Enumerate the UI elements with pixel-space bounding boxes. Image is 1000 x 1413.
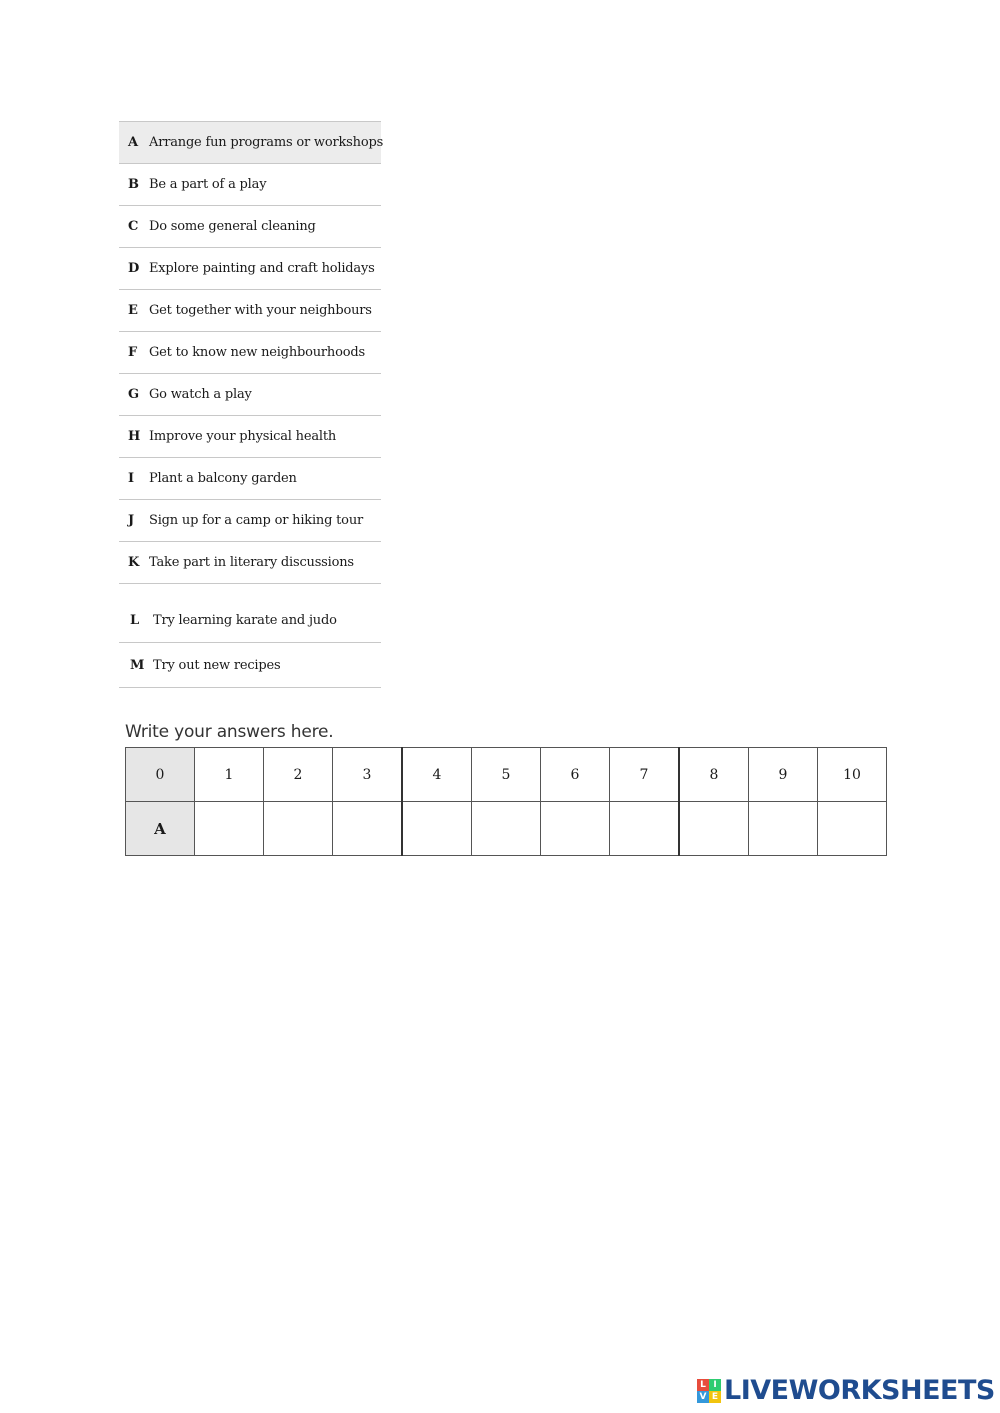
option-letter: E [128, 303, 138, 318]
question-number-4: 4 [402, 748, 472, 802]
answer-box-2[interactable] [264, 802, 333, 856]
answer-grid-numbers-row [126, 748, 887, 802]
question-number-9: 9 [749, 748, 818, 802]
option-l [119, 584, 381, 643]
question-number-2: 2 [264, 748, 333, 802]
options-list [119, 121, 384, 688]
option-text: Plant a balcony garden [149, 471, 297, 486]
option-letter: G [128, 387, 139, 402]
option-text: Arrange fun programs or workshops [149, 135, 384, 150]
answer-box-3[interactable] [333, 802, 403, 856]
option-text: Be a part of a play [149, 177, 267, 192]
option-j [119, 500, 381, 542]
question-number-7: 7 [610, 748, 680, 802]
option-b [119, 164, 381, 206]
option-e [119, 290, 381, 332]
option-letter: F [128, 345, 138, 360]
option-text: Sign up for a camp or hiking tour [149, 513, 364, 528]
option-letter: C [128, 219, 139, 234]
answer-box-6[interactable] [541, 802, 610, 856]
option-a [119, 122, 384, 164]
question-number-10: 10 [818, 748, 887, 802]
answer-box-7[interactable] [610, 802, 680, 856]
question-number-6: 6 [541, 748, 610, 802]
answer-box-10[interactable] [818, 802, 887, 856]
question-number-1: 1 [195, 748, 264, 802]
logo-mark-letter: E [709, 1391, 721, 1403]
option-letter: M [130, 657, 145, 673]
option-text: Try out new recipes [153, 657, 281, 673]
option-letter: B [128, 177, 139, 192]
option-text: Get to know new neighbourhoods [149, 345, 365, 360]
question-number-3: 3 [333, 748, 403, 802]
option-letter: D [128, 261, 140, 276]
answer-box-1[interactable] [195, 802, 264, 856]
question-number-8: 8 [679, 748, 749, 802]
logo-mark-letter: L [697, 1379, 709, 1391]
answer-box-5[interactable] [472, 802, 541, 856]
option-m [119, 643, 381, 688]
logo-mark-letter: I [709, 1379, 721, 1391]
option-text: Try learning karate and judo [153, 612, 337, 628]
logo-mark-letter: V [697, 1391, 709, 1403]
option-k [119, 542, 381, 584]
option-letter: I [128, 471, 134, 486]
option-c [119, 206, 381, 248]
option-text: Do some general cleaning [149, 219, 316, 234]
option-h [119, 416, 381, 458]
option-g [119, 374, 381, 416]
logo-mark-icon [697, 1379, 721, 1403]
option-letter: J [128, 513, 134, 528]
option-f [119, 332, 381, 374]
option-text: Take part in literary discussions [149, 555, 354, 570]
answer-box-8[interactable] [679, 802, 749, 856]
option-text: Go watch a play [149, 387, 252, 402]
answers-instruction: Write your answers here. [125, 722, 334, 742]
question-number-0: 0 [126, 748, 195, 802]
question-number-5: 5 [472, 748, 541, 802]
option-text: Get together with your neighbours [149, 303, 372, 318]
option-text: Improve your physical health [149, 429, 337, 444]
option-letter: H [128, 429, 141, 444]
option-letter: A [128, 135, 138, 150]
option-text: Explore painting and craft holidays [149, 261, 375, 276]
answer-box-4[interactable] [402, 802, 472, 856]
liveworksheets-logo [697, 1375, 995, 1406]
answer-grid-answers-row [126, 802, 887, 856]
answer-grid [125, 747, 887, 856]
option-letter: K [128, 555, 140, 570]
option-letter: L [130, 612, 139, 628]
option-d [119, 248, 381, 290]
example-answer: A [126, 802, 195, 856]
logo-text: LIVEWORKSHEETS [724, 1375, 995, 1406]
answer-box-9[interactable] [749, 802, 818, 856]
option-i [119, 458, 381, 500]
